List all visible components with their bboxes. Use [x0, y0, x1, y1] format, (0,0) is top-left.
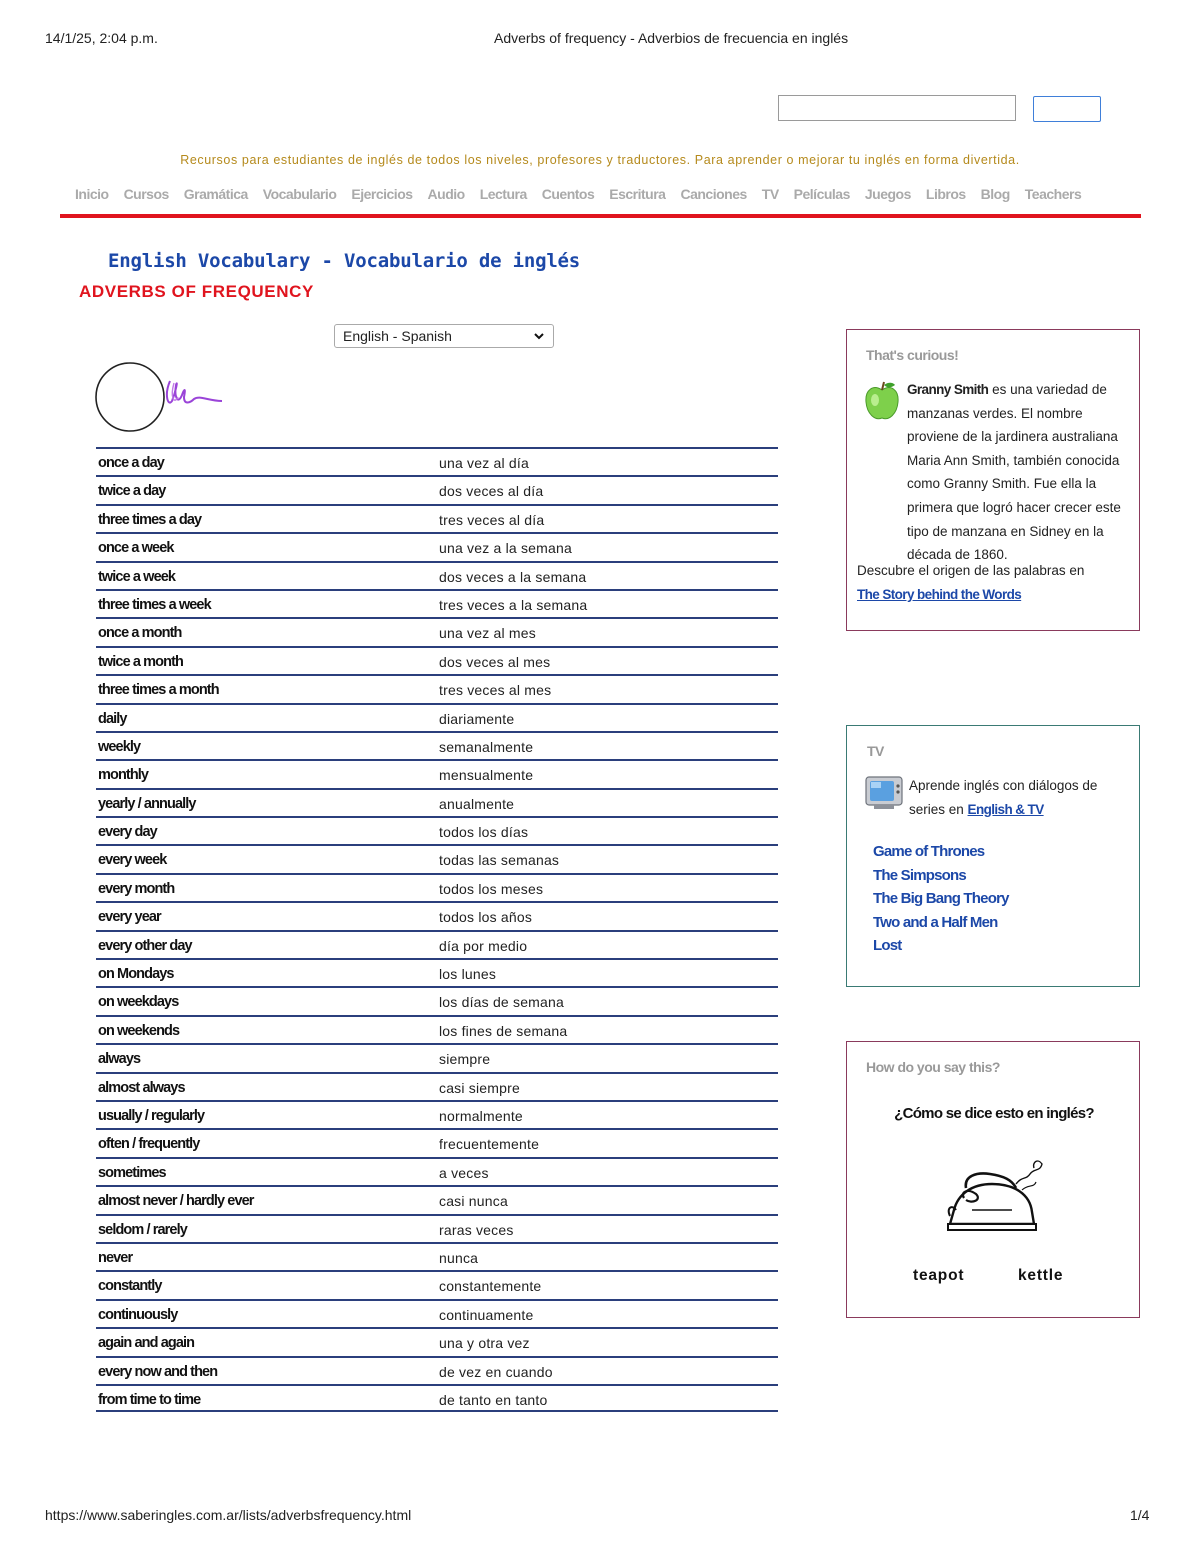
- vocab-english-term: again and again: [98, 1335, 195, 1352]
- vocab-spanish-translation: constantemente: [439, 1278, 542, 1295]
- vocab-english-term: every month: [98, 880, 175, 897]
- vocab-row: [96, 1100, 778, 1128]
- audio-logo-icon[interactable]: [94, 361, 226, 433]
- nav-item-blog[interactable]: Blog: [980, 186, 1010, 202]
- vocab-english-term: weekly: [98, 738, 141, 755]
- vocab-english-term: once a month: [98, 625, 182, 642]
- vocab-row: [96, 1157, 778, 1185]
- vocab-row: [96, 504, 778, 532]
- vocab-english-term: sometimes: [98, 1164, 166, 1181]
- vocab-row: [96, 561, 778, 589]
- vocab-spanish-translation: tres veces a la semana: [439, 596, 588, 613]
- vocab-row: [96, 1242, 778, 1270]
- vocab-english-term: three times a week: [98, 596, 211, 613]
- nav-item-canciones[interactable]: Canciones: [680, 186, 747, 202]
- vocab-spanish-translation: dos veces al mes: [439, 653, 551, 670]
- story-behind-words-link[interactable]: The Story behind the Words: [857, 586, 1022, 602]
- nav-item-vocabulario[interactable]: Vocabulario: [262, 186, 337, 202]
- vocab-spanish-translation: una y otra vez: [439, 1335, 530, 1352]
- vocab-spanish-translation: los días de semana: [439, 994, 565, 1011]
- english-tv-link[interactable]: English & TV: [967, 801, 1044, 817]
- vocab-english-term: daily: [98, 710, 127, 727]
- page-title: English Vocabulary - Vocabulario de inglés: [108, 250, 581, 272]
- tv-text: [909, 774, 1131, 821]
- site-tagline: Recursos para estudiantes de inglés de todos los niveles, profesores y traductores. Para aprender o mejorar tu inglés en forma divertida.: [180, 153, 1020, 167]
- vocab-spanish-translation: semanalmente: [439, 738, 534, 755]
- vocab-english-term: on weekends: [98, 1022, 180, 1039]
- print-datetime: 14/1/25, 2:04 p.m.: [45, 30, 158, 46]
- vocab-row: [96, 901, 778, 929]
- nav-item-peliculas[interactable]: Películas: [793, 186, 850, 202]
- tv-shows-list: [873, 840, 1009, 958]
- vocab-english-term: seldom / rarely: [98, 1221, 187, 1238]
- vocab-row: [96, 617, 778, 645]
- language-select[interactable]: [334, 324, 554, 348]
- vocab-english-term: usually / regularly: [98, 1107, 205, 1124]
- vocab-row: [96, 674, 778, 702]
- vocab-english-term: yearly / annually: [98, 795, 196, 812]
- vocab-english-term: every week: [98, 852, 167, 869]
- tv-show-link[interactable]: Lost: [873, 937, 902, 955]
- vocab-spanish-translation: a veces: [439, 1164, 489, 1181]
- vocab-english-term: often / frequently: [98, 1136, 200, 1153]
- tv-description: Aprende inglés con diálogos de series en: [909, 778, 1098, 817]
- vocab-row: [96, 844, 778, 872]
- say-this-panel: [846, 1041, 1140, 1318]
- vocab-english-term: always: [98, 1051, 141, 1068]
- print-doc-title: Adverbs of frequency - Adverbios de frecuencia en inglés: [494, 30, 849, 46]
- vocab-spanish-translation: los lunes: [439, 966, 497, 983]
- vocab-row: [96, 1072, 778, 1100]
- tv-show-link[interactable]: The Big Bang Theory: [873, 890, 1009, 908]
- vocab-spanish-translation: frecuentemente: [439, 1136, 540, 1153]
- curious-title: That's curious!: [866, 347, 959, 363]
- tv-show-link[interactable]: The Simpsons: [873, 866, 966, 884]
- vocab-spanish-translation: tres veces al mes: [439, 682, 552, 699]
- vocabulary-table: [96, 447, 778, 1412]
- vocab-english-term: almost never / hardly ever: [98, 1193, 254, 1210]
- print-url: https://www.saberingles.com.ar/lists/adverbsfrequency.html: [45, 1507, 412, 1523]
- vocab-row: [96, 475, 778, 503]
- curious-origin: [857, 559, 1133, 606]
- vocab-english-term: from time to time: [98, 1391, 201, 1408]
- vocab-spanish-translation: casi siempre: [439, 1079, 520, 1096]
- vocab-english-term: twice a week: [98, 568, 176, 585]
- vocab-english-term: never: [98, 1249, 133, 1266]
- nav-item-ejercicios[interactable]: Ejercicios: [351, 186, 413, 202]
- print-page-number: 1/4: [1130, 1507, 1150, 1523]
- tv-show-link[interactable]: Game of Thrones: [873, 843, 985, 860]
- curious-text: [857, 378, 1133, 567]
- vocab-english-term: monthly: [98, 767, 149, 784]
- nav-item-lectura[interactable]: Lectura: [479, 186, 527, 202]
- vocab-spanish-translation: todos los meses: [439, 880, 544, 897]
- tv-show-link[interactable]: Two and a Half Men: [873, 913, 998, 931]
- iron-drawing-icon: [942, 1154, 1046, 1240]
- vocab-english-term: three times a day: [98, 511, 202, 528]
- vocab-spanish-translation: dos veces a la semana: [439, 568, 587, 585]
- answer-option-teapot[interactable]: teapot: [913, 1267, 965, 1284]
- search-button[interactable]: [1033, 96, 1101, 122]
- vocab-spanish-translation: todos los años: [439, 909, 533, 926]
- vocab-spanish-translation: casi nunca: [439, 1193, 508, 1210]
- vocab-spanish-translation: todas las semanas: [439, 852, 560, 869]
- vocab-english-term: every now and then: [98, 1363, 218, 1380]
- vocab-spanish-translation: los fines de semana: [439, 1022, 568, 1039]
- header-divider: [60, 214, 1141, 218]
- vocab-english-term: once a day: [98, 455, 164, 471]
- vocab-spanish-translation: tres veces al día: [439, 511, 545, 528]
- nav-item-audio[interactable]: Audio: [427, 186, 465, 202]
- vocab-row: [96, 1214, 778, 1242]
- vocab-row: [96, 646, 778, 674]
- vocab-spanish-translation: día por medio: [439, 937, 528, 954]
- vocab-row: [96, 1327, 778, 1355]
- vocab-row: [96, 589, 778, 617]
- television-icon: [864, 774, 904, 812]
- nav-item-cuentos[interactable]: Cuentos: [541, 186, 595, 202]
- tv-panel: [846, 725, 1140, 987]
- vocab-row: [96, 1015, 778, 1043]
- vocab-spanish-translation: de vez en cuando: [439, 1363, 553, 1380]
- vocab-english-term: once a week: [98, 540, 174, 557]
- vocab-row: [96, 1356, 778, 1384]
- vocab-row: [96, 1043, 778, 1071]
- nav-item-inicio[interactable]: Inicio: [75, 186, 109, 202]
- vocab-english-term: three times a month: [98, 682, 219, 699]
- vocab-english-term: continuously: [98, 1306, 178, 1323]
- main-nav: [75, 186, 1135, 202]
- vocab-spanish-translation: mensualmente: [439, 767, 534, 784]
- vocab-spanish-translation: anualmente: [439, 795, 515, 812]
- nav-item-gramatica[interactable]: Gramática: [183, 186, 248, 202]
- page-subtitle: ADVERBS OF FREQUENCY: [79, 282, 314, 301]
- curious-name: Granny Smith: [907, 382, 989, 397]
- curious-description: es una variedad de manzanas verdes. El nombre proviene de la jardinera australiana Maria Ann Smith, también conocida como Granny Smith. Fue ella la primera que logró hacer crecer este tipo de manzana en Sidney en la década de 1860.: [907, 382, 1121, 563]
- vocab-row: [96, 447, 778, 475]
- vocab-spanish-translation: continuamente: [439, 1306, 534, 1323]
- curious-panel: [846, 329, 1140, 631]
- answer-option-kettle[interactable]: kettle: [1018, 1267, 1064, 1284]
- vocab-row: [96, 1128, 778, 1156]
- say-this-title: How do you say this?: [866, 1059, 1000, 1075]
- vocab-english-term: twice a month: [98, 653, 183, 670]
- vocab-spanish-translation: de tanto en tanto: [439, 1391, 548, 1408]
- vocab-spanish-translation: siempre: [439, 1051, 491, 1068]
- vocab-english-term: every other day: [98, 937, 192, 954]
- language-select-value: English - Spanish: [343, 328, 452, 344]
- tv-title: TV: [867, 743, 884, 759]
- vocab-row: [96, 873, 778, 901]
- vocab-row: [96, 788, 778, 816]
- vocab-row: [96, 958, 778, 986]
- vocab-english-term: constantly: [98, 1278, 162, 1295]
- vocab-spanish-translation: una vez al día: [439, 455, 529, 471]
- nav-item-escritura[interactable]: Escritura: [609, 186, 666, 202]
- vocab-row: [96, 1384, 778, 1412]
- vocab-row: [96, 816, 778, 844]
- vocab-spanish-translation: todos los días: [439, 824, 529, 841]
- nav-item-juegos[interactable]: Juegos: [864, 186, 911, 202]
- chevron-down-icon: [533, 331, 545, 341]
- vocab-spanish-translation: nunca: [439, 1249, 479, 1266]
- vocab-row: [96, 930, 778, 958]
- vocab-english-term: on weekdays: [98, 994, 179, 1011]
- vocab-row: [96, 1185, 778, 1213]
- vocab-row: [96, 1270, 778, 1298]
- vocab-row: [96, 1299, 778, 1327]
- vocab-english-term: every day: [98, 824, 157, 841]
- vocab-row: [96, 703, 778, 731]
- vocab-spanish-translation: diariamente: [439, 710, 515, 727]
- vocab-english-term: twice a day: [98, 483, 166, 500]
- vocab-row: [96, 759, 778, 787]
- vocab-row: [96, 731, 778, 759]
- curious-origin-text: Descubre el origen de las palabras en: [857, 563, 1085, 578]
- vocab-row: [96, 986, 778, 1014]
- nav-item-libros[interactable]: Libros: [925, 186, 966, 202]
- search-input[interactable]: [778, 95, 1016, 121]
- nav-item-teachers[interactable]: Teachers: [1024, 186, 1082, 202]
- vocab-english-term: every year: [98, 909, 161, 926]
- vocab-spanish-translation: dos veces al día: [439, 483, 544, 500]
- vocab-spanish-translation: una vez al mes: [439, 625, 536, 642]
- nav-item-tv[interactable]: TV: [761, 186, 779, 202]
- vocab-spanish-translation: raras veces: [439, 1221, 514, 1238]
- vocab-english-term: almost always: [98, 1079, 185, 1096]
- nav-item-cursos[interactable]: Cursos: [123, 186, 169, 202]
- vocab-spanish-translation: una vez a la semana: [439, 540, 572, 557]
- vocab-row: [96, 532, 778, 560]
- vocab-spanish-translation: normalmente: [439, 1107, 523, 1124]
- vocab-english-term: on Mondays: [98, 966, 174, 983]
- say-this-question: ¿Cómo se dice esto en inglés?: [894, 1105, 1094, 1122]
